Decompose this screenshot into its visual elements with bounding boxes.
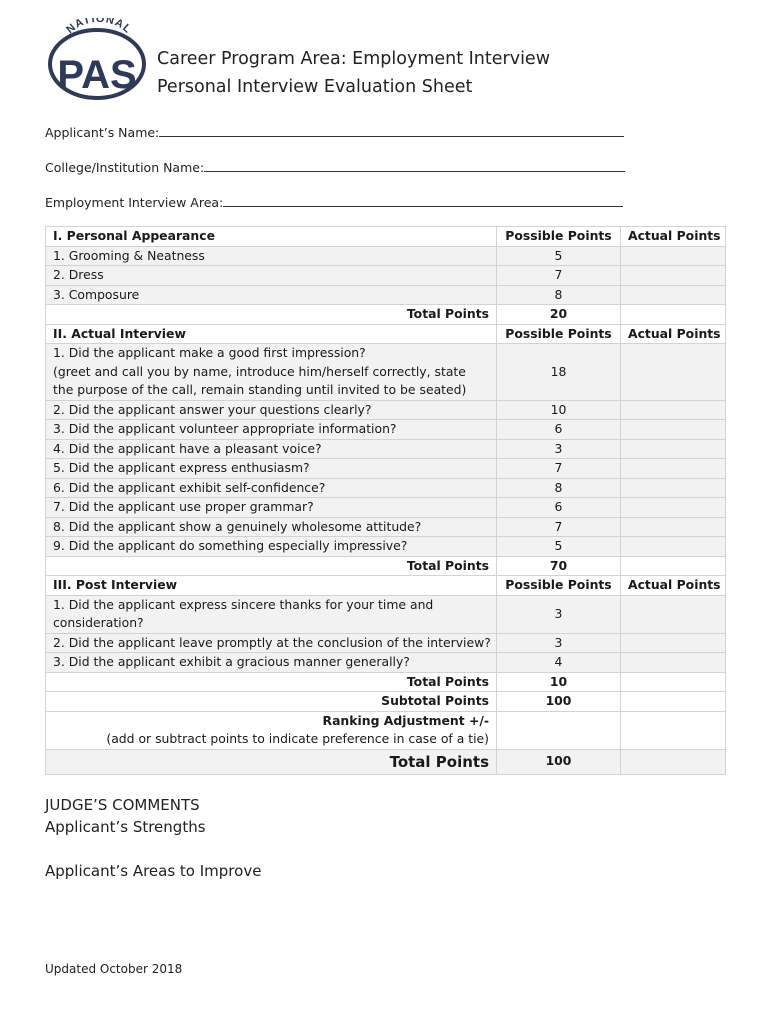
section-1-header-row	[46, 227, 726, 247]
total-label: Total Points	[46, 556, 497, 576]
updated-date: Updated October 2018	[45, 962, 183, 976]
total-row	[46, 672, 726, 692]
interview-area-blank[interactable]	[223, 195, 623, 207]
actual-points-cell[interactable]	[621, 400, 726, 420]
section-3-header-row	[46, 576, 726, 596]
actual-points-cell[interactable]	[621, 459, 726, 479]
applicant-name-blank[interactable]	[159, 125, 624, 137]
evaluation-table	[45, 226, 726, 775]
item-label: 1. Did the applicant express sincere thanks for your time and consideration?	[46, 595, 497, 633]
item-label: 7. Did the applicant use proper grammar?	[46, 498, 497, 518]
item-label: 6. Did the applicant exhibit self-confidence?	[46, 478, 497, 498]
item-points: 6	[497, 498, 621, 518]
table-row	[46, 344, 726, 401]
total-row	[46, 556, 726, 576]
actual-total-cell[interactable]	[621, 556, 726, 576]
item-points: 8	[497, 285, 621, 305]
item-points: 7	[497, 517, 621, 537]
actual-points-cell[interactable]	[621, 517, 726, 537]
actual-subtotal-cell[interactable]	[621, 692, 726, 712]
college-blank[interactable]	[204, 160, 625, 172]
ranking-actual-cell[interactable]	[621, 711, 726, 749]
table-row	[46, 595, 726, 633]
item-points: 5	[497, 537, 621, 557]
table-row	[46, 246, 726, 266]
ranking-row	[46, 711, 726, 749]
section-2-total: 70	[497, 556, 621, 576]
logo-main-text: PAS	[57, 53, 137, 97]
actual-points-cell[interactable]	[621, 478, 726, 498]
table-row	[46, 439, 726, 459]
college-field[interactable]	[45, 160, 625, 175]
section-3-title: III. Post Interview	[46, 576, 497, 596]
item-points: 3	[497, 439, 621, 459]
actual-points-cell[interactable]	[621, 439, 726, 459]
table-row	[46, 266, 726, 286]
ranking-possible-cell	[497, 711, 621, 749]
item-points: 6	[497, 420, 621, 440]
table-row	[46, 517, 726, 537]
grand-total-label: Total Points	[46, 749, 497, 774]
section-2-header-row	[46, 324, 726, 344]
item-points: 3	[497, 595, 621, 633]
item-points: 3	[497, 633, 621, 653]
item-label: 3. Did the applicant exhibit a gracious manner generally?	[46, 653, 497, 673]
applicant-name-field[interactable]	[45, 125, 624, 140]
item-points: 8	[497, 478, 621, 498]
actual-points-cell[interactable]	[621, 246, 726, 266]
item-label: 1. Grooming & Neatness	[46, 246, 497, 266]
actual-points-cell[interactable]	[621, 285, 726, 305]
actual-points-cell[interactable]	[621, 498, 726, 518]
svg-text:NATIONAL	[64, 18, 134, 36]
item-points: 10	[497, 400, 621, 420]
item-points: 18	[497, 344, 621, 401]
table-row	[46, 653, 726, 673]
actual-points-cell[interactable]	[621, 420, 726, 440]
interview-area-label: Employment Interview Area:	[45, 195, 224, 210]
actual-points-cell[interactable]	[621, 653, 726, 673]
actual-points-cell[interactable]	[621, 537, 726, 557]
page-title: Career Program Area: Employment Interview	[157, 49, 551, 69]
item-label: 3. Composure	[46, 285, 497, 305]
actual-total-cell[interactable]	[621, 672, 726, 692]
possible-points-header: Possible Points	[497, 576, 621, 596]
table-row	[46, 537, 726, 557]
section-2-title: II. Actual Interview	[46, 324, 497, 344]
possible-points-header: Possible Points	[497, 324, 621, 344]
logo-arc-text: NATIONAL	[64, 18, 134, 37]
college-label: College/Institution Name:	[45, 160, 205, 175]
section-3-total: 10	[497, 672, 621, 692]
total-label: Total Points	[46, 672, 497, 692]
item-points: 5	[497, 246, 621, 266]
item-label: 3. Did the applicant volunteer appropriate information?	[46, 420, 497, 440]
item-label: 2. Did the applicant answer your questions clearly?	[46, 400, 497, 420]
page-subtitle: Personal Interview Evaluation Sheet	[157, 77, 473, 97]
interview-area-field[interactable]	[45, 195, 623, 210]
item-label: 4. Did the applicant have a pleasant voice?	[46, 439, 497, 459]
actual-points-header: Actual Points	[621, 576, 726, 596]
actual-points-cell[interactable]	[621, 595, 726, 633]
table-row	[46, 498, 726, 518]
ranking-label-cell	[46, 711, 497, 749]
total-row	[46, 305, 726, 325]
ranking-label: Ranking Adjustment +/-	[322, 712, 489, 728]
item-label: 2. Did the applicant leave promptly at the conclusion of the interview?	[46, 633, 497, 653]
item-points: 7	[497, 266, 621, 286]
table-row	[46, 285, 726, 305]
actual-points-header: Actual Points	[621, 324, 726, 344]
table-row	[46, 400, 726, 420]
item-detail: (greet and call you by name, introduce him/herself correctly, state the purpose of the call, remain standing until invited to be seated)	[53, 363, 467, 397]
national-pas-logo	[47, 18, 147, 102]
strengths-label: Applicant’s Strengths	[45, 818, 206, 836]
item-label: 9. Did the applicant do something especially impressive?	[46, 537, 497, 557]
section-1-title: I. Personal Appearance	[46, 227, 497, 247]
section-1-total: 20	[497, 305, 621, 325]
grand-total-row	[46, 749, 726, 774]
item-question: 1. Did the applicant make a good first impression?	[53, 345, 366, 360]
subtotal-value: 100	[497, 692, 621, 712]
table-row	[46, 420, 726, 440]
item-label: 5. Did the applicant express enthusiasm?	[46, 459, 497, 479]
judges-comments-heading: JUDGE’S COMMENTS	[45, 796, 200, 814]
item-label: 2. Dress	[46, 266, 497, 286]
subtotal-row	[46, 692, 726, 712]
possible-points-header: Possible Points	[497, 227, 621, 247]
grand-total-value: 100	[497, 749, 621, 774]
total-label: Total Points	[46, 305, 497, 325]
item-points: 4	[497, 653, 621, 673]
subtotal-label: Subtotal Points	[46, 692, 497, 712]
table-row	[46, 459, 726, 479]
actual-points-header: Actual Points	[621, 227, 726, 247]
applicant-name-label: Applicant’s Name:	[45, 125, 160, 140]
actual-grand-total-cell[interactable]	[621, 749, 726, 774]
actual-total-cell[interactable]	[621, 305, 726, 325]
actual-points-cell[interactable]	[621, 633, 726, 653]
ranking-note: (add or subtract points to indicate preference in case of a tie)	[106, 731, 489, 746]
item-label: 8. Did the applicant show a genuinely wholesome attitude?	[46, 517, 497, 537]
table-row	[46, 633, 726, 653]
actual-points-cell[interactable]	[621, 266, 726, 286]
areas-to-improve-label: Applicant’s Areas to Improve	[45, 862, 262, 880]
item-label	[46, 344, 497, 401]
table-row	[46, 478, 726, 498]
actual-points-cell[interactable]	[621, 344, 726, 401]
item-points: 7	[497, 459, 621, 479]
